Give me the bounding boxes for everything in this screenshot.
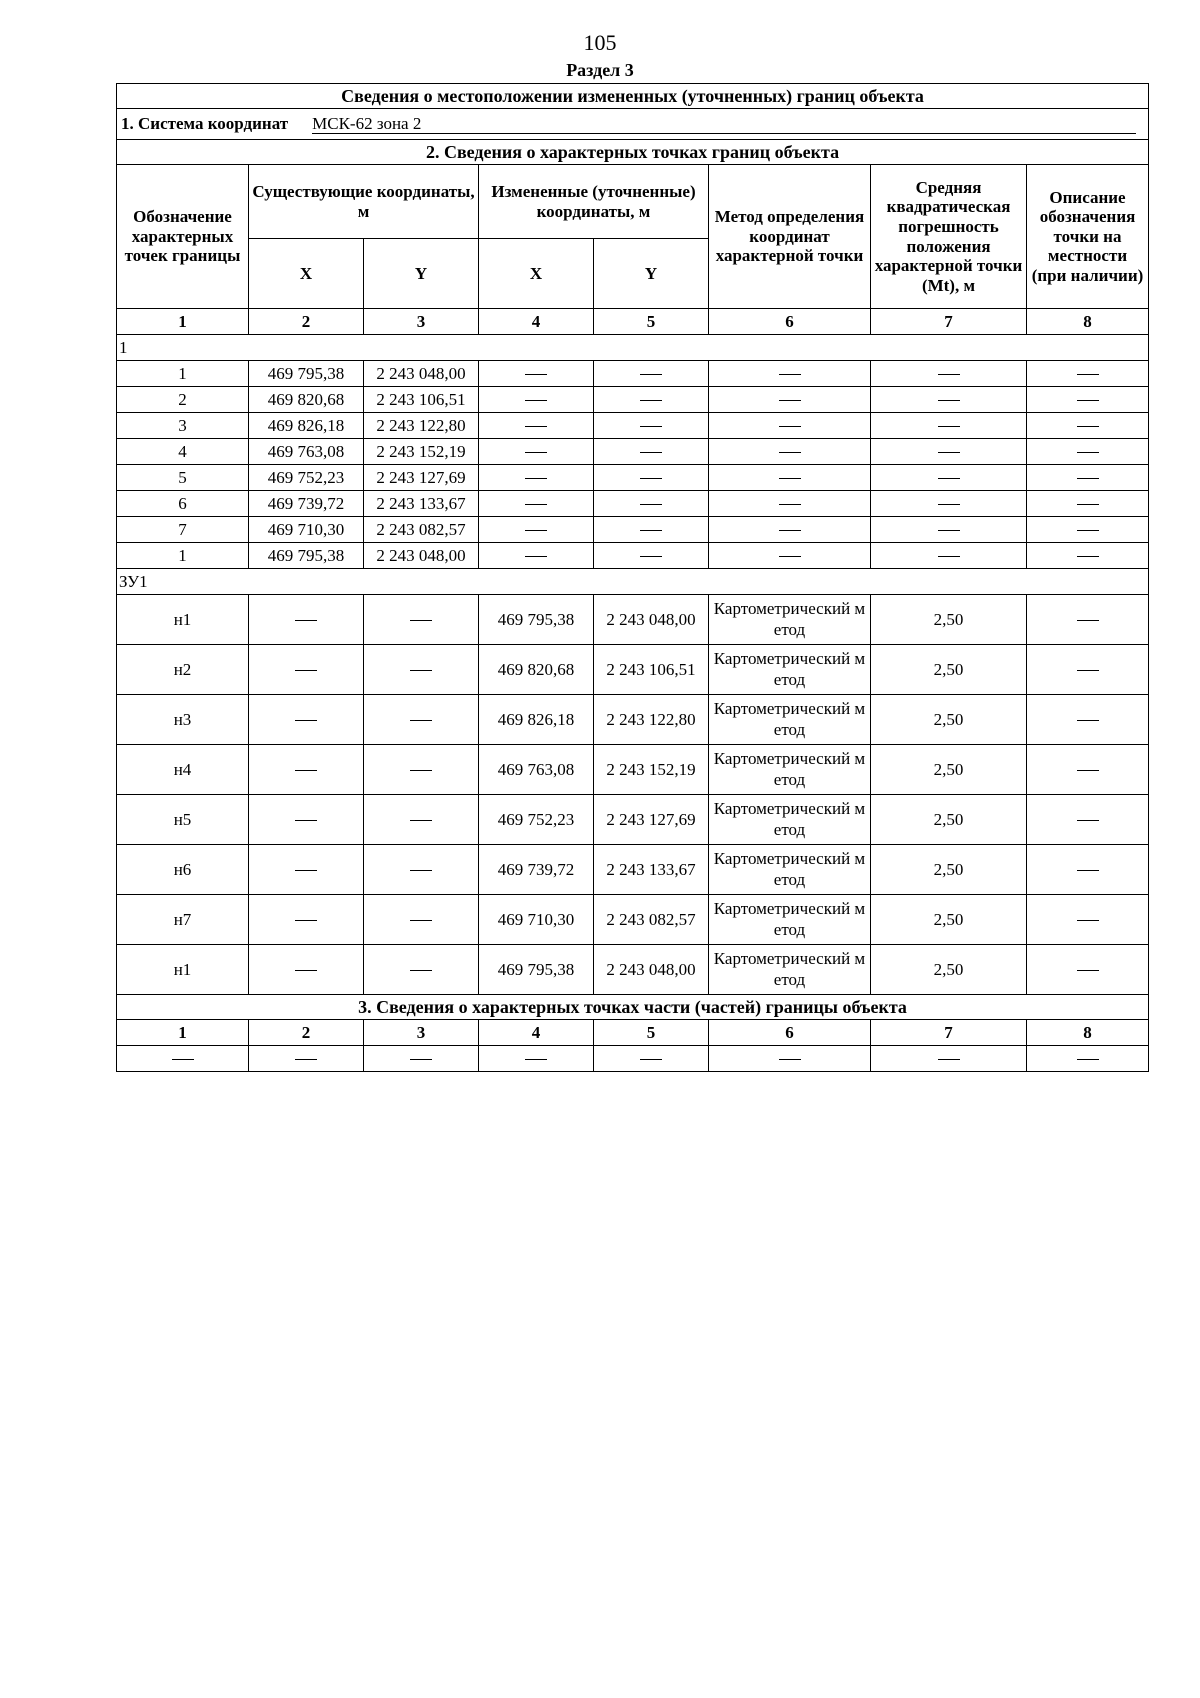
section2-title: 2. Сведения о характерных точках границ объекта xyxy=(117,140,1149,165)
column-number: 7 xyxy=(871,1020,1027,1046)
dash-mark xyxy=(295,920,317,921)
dash-cell xyxy=(1027,745,1149,795)
table-row xyxy=(117,745,1149,795)
point-cell: н3 xyxy=(117,695,249,745)
point-cell: 2 xyxy=(117,387,249,413)
dash-mark xyxy=(938,556,960,557)
dash-mark xyxy=(525,426,547,427)
dash-mark xyxy=(640,530,662,531)
dash-cell xyxy=(1027,845,1149,895)
dash-mark xyxy=(640,452,662,453)
column-number: 1 xyxy=(117,309,249,335)
dash-mark xyxy=(295,970,317,971)
table-row xyxy=(117,465,1149,491)
dash-cell xyxy=(594,387,709,413)
dash-cell xyxy=(709,491,871,517)
dash-cell xyxy=(871,439,1027,465)
dash-mark xyxy=(410,920,432,921)
dash-mark xyxy=(1077,400,1099,401)
dash-cell xyxy=(479,361,594,387)
coordinate-system-label: 1. Система координат xyxy=(121,114,289,134)
changed-x-cell: 469 795,38 xyxy=(479,945,594,995)
dash-mark xyxy=(640,426,662,427)
table-row xyxy=(117,361,1149,387)
dash-cell xyxy=(1027,1046,1149,1072)
accuracy-cell: 2,50 xyxy=(871,795,1027,845)
section3-empty-row xyxy=(117,1046,1149,1072)
dash-cell xyxy=(1027,595,1149,645)
method-cell: Картометрический метод xyxy=(709,645,871,695)
accuracy-cell: 2,50 xyxy=(871,745,1027,795)
header-point-designation: Обозначение характерных точек границы xyxy=(117,165,249,309)
changed-x-cell: 469 710,30 xyxy=(479,895,594,945)
dash-mark xyxy=(779,400,801,401)
dash-mark xyxy=(295,1059,317,1060)
dash-cell xyxy=(479,1046,594,1072)
existing-y-cell: 2 243 122,80 xyxy=(364,413,479,439)
dash-cell xyxy=(709,543,871,569)
dash-cell xyxy=(1027,945,1149,995)
dash-cell xyxy=(364,745,479,795)
dash-cell xyxy=(1027,361,1149,387)
changed-y-cell: 2 243 048,00 xyxy=(594,595,709,645)
dash-mark xyxy=(1077,374,1099,375)
dash-cell xyxy=(479,491,594,517)
dash-cell xyxy=(249,1046,364,1072)
dash-cell xyxy=(709,465,871,491)
dash-mark xyxy=(295,720,317,721)
dash-cell xyxy=(594,361,709,387)
table-row xyxy=(117,517,1149,543)
dash-mark xyxy=(938,426,960,427)
dash-cell xyxy=(249,895,364,945)
column-number: 5 xyxy=(594,309,709,335)
method-cell: Картометрический метод xyxy=(709,895,871,945)
dash-mark xyxy=(1077,820,1099,821)
dash-mark xyxy=(938,1059,960,1060)
dash-mark xyxy=(525,374,547,375)
dash-mark xyxy=(938,478,960,479)
accuracy-cell: 2,50 xyxy=(871,595,1027,645)
dash-mark xyxy=(640,504,662,505)
dash-cell xyxy=(871,413,1027,439)
dash-cell xyxy=(594,439,709,465)
changed-x-cell: 469 763,08 xyxy=(479,745,594,795)
dash-cell xyxy=(364,945,479,995)
column-number: 4 xyxy=(479,1020,594,1046)
existing-x-cell: 469 739,72 xyxy=(249,491,364,517)
point-cell: н6 xyxy=(117,845,249,895)
column-number: 3 xyxy=(364,309,479,335)
header-accuracy: Средняя квадратическая погрешность положения характерной точки (Mt), м xyxy=(871,165,1027,309)
dash-mark xyxy=(779,426,801,427)
method-cell: Картометрический метод xyxy=(709,845,871,895)
dash-cell xyxy=(871,543,1027,569)
dash-cell xyxy=(479,517,594,543)
changed-y-cell: 2 243 082,57 xyxy=(594,895,709,945)
table-row xyxy=(117,845,1149,895)
dash-mark xyxy=(938,400,960,401)
dash-cell xyxy=(249,795,364,845)
changed-x-cell: 469 739,72 xyxy=(479,845,594,895)
point-cell: 4 xyxy=(117,439,249,465)
dash-cell xyxy=(249,595,364,645)
column-number: 3 xyxy=(364,1020,479,1046)
dash-cell xyxy=(1027,413,1149,439)
changed-x-cell: 469 795,38 xyxy=(479,595,594,645)
dash-cell xyxy=(1027,491,1149,517)
group-label: ЗУ1 xyxy=(117,569,1149,595)
table-row xyxy=(117,895,1149,945)
header-existing-coords: Существующие координаты, м xyxy=(249,165,479,239)
dash-mark xyxy=(640,556,662,557)
existing-x-cell: 469 795,38 xyxy=(249,543,364,569)
existing-y-cell: 2 243 127,69 xyxy=(364,465,479,491)
point-cell: н1 xyxy=(117,595,249,645)
dash-mark xyxy=(640,400,662,401)
dash-cell xyxy=(1027,695,1149,745)
dash-mark xyxy=(779,504,801,505)
changed-y-cell: 2 243 133,67 xyxy=(594,845,709,895)
dash-cell xyxy=(364,895,479,945)
table-row xyxy=(117,945,1149,995)
dash-mark xyxy=(1077,620,1099,621)
header-changed-y: Y xyxy=(594,239,709,309)
point-cell: 7 xyxy=(117,517,249,543)
table-row xyxy=(117,543,1149,569)
accuracy-cell: 2,50 xyxy=(871,695,1027,745)
dash-cell xyxy=(249,745,364,795)
dash-cell xyxy=(249,695,364,745)
dash-mark xyxy=(779,556,801,557)
point-cell: н2 xyxy=(117,645,249,695)
dash-cell xyxy=(479,439,594,465)
column-number: 4 xyxy=(479,309,594,335)
dash-mark xyxy=(640,374,662,375)
method-cell: Картометрический метод xyxy=(709,695,871,745)
column-number: 2 xyxy=(249,1020,364,1046)
changed-y-cell: 2 243 122,80 xyxy=(594,695,709,745)
coordinate-system-row xyxy=(117,109,1149,140)
dash-cell xyxy=(479,413,594,439)
dash-cell xyxy=(709,413,871,439)
point-cell: 5 xyxy=(117,465,249,491)
dash-mark xyxy=(779,530,801,531)
dash-cell xyxy=(249,945,364,995)
dash-mark xyxy=(1077,870,1099,871)
header-description: Описание обозначения точки на местности (при наличии) xyxy=(1027,165,1149,309)
dash-mark xyxy=(640,1059,662,1060)
point-cell: 3 xyxy=(117,413,249,439)
dash-cell xyxy=(479,543,594,569)
dash-mark xyxy=(525,1059,547,1060)
changed-y-cell: 2 243 152,19 xyxy=(594,745,709,795)
dash-mark xyxy=(410,970,432,971)
dash-mark xyxy=(295,820,317,821)
dash-cell xyxy=(871,1046,1027,1072)
dash-cell xyxy=(594,465,709,491)
section-label: Раздел 3 xyxy=(566,60,634,80)
dash-cell xyxy=(594,543,709,569)
dash-mark xyxy=(525,478,547,479)
group2-rows xyxy=(117,595,1149,995)
dash-mark xyxy=(1077,670,1099,671)
dash-cell xyxy=(709,387,871,413)
dash-cell xyxy=(364,645,479,695)
dash-mark xyxy=(1077,452,1099,453)
point-cell: н5 xyxy=(117,795,249,845)
dash-cell xyxy=(709,361,871,387)
existing-x-cell: 469 710,30 xyxy=(249,517,364,543)
header-changed-x: X xyxy=(479,239,594,309)
point-cell: н1 xyxy=(117,945,249,995)
header-existing-x: X xyxy=(249,239,364,309)
table-row xyxy=(117,795,1149,845)
dash-mark xyxy=(1077,556,1099,557)
dash-mark xyxy=(1077,1059,1099,1060)
method-cell: Картометрический метод xyxy=(709,945,871,995)
existing-y-cell: 2 243 048,00 xyxy=(364,361,479,387)
dash-mark xyxy=(525,530,547,531)
dash-cell xyxy=(1027,645,1149,695)
column-number: 8 xyxy=(1027,309,1149,335)
boundary-table xyxy=(116,83,1149,1072)
column-number: 5 xyxy=(594,1020,709,1046)
dash-mark xyxy=(640,478,662,479)
dash-cell xyxy=(594,1046,709,1072)
dash-cell xyxy=(364,1046,479,1072)
dash-mark xyxy=(295,770,317,771)
dash-mark xyxy=(295,620,317,621)
dash-cell xyxy=(479,465,594,491)
dash-mark xyxy=(525,556,547,557)
dash-mark xyxy=(1077,770,1099,771)
accuracy-cell: 2,50 xyxy=(871,645,1027,695)
dash-cell xyxy=(1027,439,1149,465)
dash-mark xyxy=(525,400,547,401)
dash-cell xyxy=(364,795,479,845)
dash-cell xyxy=(1027,895,1149,945)
dash-mark xyxy=(938,452,960,453)
table-row xyxy=(117,387,1149,413)
table-row xyxy=(117,645,1149,695)
dash-mark xyxy=(295,870,317,871)
changed-x-cell: 469 826,18 xyxy=(479,695,594,745)
dash-cell xyxy=(1027,387,1149,413)
existing-y-cell: 2 243 152,19 xyxy=(364,439,479,465)
existing-x-cell: 469 820,68 xyxy=(249,387,364,413)
column-number: 2 xyxy=(249,309,364,335)
dash-cell xyxy=(364,595,479,645)
existing-y-cell: 2 243 133,67 xyxy=(364,491,479,517)
dash-cell xyxy=(871,465,1027,491)
page-number: 105 xyxy=(583,30,617,55)
dash-cell xyxy=(594,413,709,439)
dash-cell xyxy=(1027,543,1149,569)
dash-mark xyxy=(779,374,801,375)
dash-mark xyxy=(410,820,432,821)
dash-mark xyxy=(1077,720,1099,721)
method-cell: Картометрический метод xyxy=(709,745,871,795)
column-number: 6 xyxy=(709,1020,871,1046)
dash-mark xyxy=(410,720,432,721)
method-cell: Картометрический метод xyxy=(709,595,871,645)
dash-mark xyxy=(1077,920,1099,921)
dash-cell xyxy=(871,517,1027,543)
column-number: 8 xyxy=(1027,1020,1149,1046)
point-cell: 6 xyxy=(117,491,249,517)
dash-cell xyxy=(249,645,364,695)
dash-mark xyxy=(1077,426,1099,427)
point-cell: н4 xyxy=(117,745,249,795)
dash-mark xyxy=(525,452,547,453)
dash-cell xyxy=(1027,795,1149,845)
dash-mark xyxy=(295,670,317,671)
column-number: 6 xyxy=(709,309,871,335)
accuracy-cell: 2,50 xyxy=(871,945,1027,995)
changed-x-cell: 469 820,68 xyxy=(479,645,594,695)
coordinate-system-value: МСК-62 зона 2 xyxy=(312,114,1136,135)
dash-mark xyxy=(172,1059,194,1060)
column-numbers-row xyxy=(117,309,1149,335)
accuracy-cell: 2,50 xyxy=(871,845,1027,895)
table-row xyxy=(117,491,1149,517)
changed-y-cell: 2 243 106,51 xyxy=(594,645,709,695)
dash-mark xyxy=(410,620,432,621)
dash-mark xyxy=(1077,530,1099,531)
table-row xyxy=(117,413,1149,439)
dash-cell xyxy=(117,1046,249,1072)
header-changed-coords: Измененные (уточненные) координаты, м xyxy=(479,165,709,239)
dash-mark xyxy=(938,530,960,531)
dash-mark xyxy=(525,504,547,505)
existing-x-cell: 469 752,23 xyxy=(249,465,364,491)
dash-cell xyxy=(871,387,1027,413)
group1-rows xyxy=(117,361,1149,569)
dash-mark xyxy=(1077,478,1099,479)
existing-x-cell: 469 795,38 xyxy=(249,361,364,387)
dash-cell xyxy=(479,387,594,413)
header-method: Метод определения координат характерной точки xyxy=(709,165,871,309)
dash-mark xyxy=(1077,970,1099,971)
point-cell: н7 xyxy=(117,895,249,945)
column-number: 7 xyxy=(871,309,1027,335)
point-cell: 1 xyxy=(117,543,249,569)
changed-y-cell: 2 243 127,69 xyxy=(594,795,709,845)
dash-mark xyxy=(410,670,432,671)
section3-column-numbers-row xyxy=(117,1020,1149,1046)
table-row xyxy=(117,595,1149,645)
existing-x-cell: 469 763,08 xyxy=(249,439,364,465)
changed-y-cell: 2 243 048,00 xyxy=(594,945,709,995)
dash-cell xyxy=(1027,517,1149,543)
table-title: Сведения о местоположении измененных (уточненных) границ объекта xyxy=(117,84,1149,109)
table-row xyxy=(117,695,1149,745)
dash-mark xyxy=(1077,504,1099,505)
dash-cell xyxy=(594,517,709,543)
existing-y-cell: 2 243 048,00 xyxy=(364,543,479,569)
dash-cell xyxy=(249,845,364,895)
dash-mark xyxy=(410,1059,432,1060)
column-number: 1 xyxy=(117,1020,249,1046)
existing-y-cell: 2 243 106,51 xyxy=(364,387,479,413)
group-label: 1 xyxy=(117,335,1149,361)
existing-x-cell: 469 826,18 xyxy=(249,413,364,439)
header-existing-y: Y xyxy=(364,239,479,309)
dash-mark xyxy=(779,1059,801,1060)
dash-mark xyxy=(779,452,801,453)
table-row xyxy=(117,439,1149,465)
dash-mark xyxy=(779,478,801,479)
section3-title: 3. Сведения о характерных точках части (частей) границы объекта xyxy=(117,995,1149,1020)
dash-mark xyxy=(938,374,960,375)
changed-x-cell: 469 752,23 xyxy=(479,795,594,845)
dash-cell xyxy=(364,695,479,745)
dash-cell xyxy=(709,439,871,465)
method-cell: Картометрический метод xyxy=(709,795,871,845)
dash-cell xyxy=(709,1046,871,1072)
point-cell: 1 xyxy=(117,361,249,387)
dash-cell xyxy=(709,517,871,543)
dash-mark xyxy=(410,870,432,871)
dash-mark xyxy=(410,770,432,771)
dash-cell xyxy=(871,491,1027,517)
dash-cell xyxy=(871,361,1027,387)
dash-cell xyxy=(594,491,709,517)
existing-y-cell: 2 243 082,57 xyxy=(364,517,479,543)
dash-mark xyxy=(938,504,960,505)
dash-cell xyxy=(364,845,479,895)
accuracy-cell: 2,50 xyxy=(871,895,1027,945)
dash-cell xyxy=(1027,465,1149,491)
